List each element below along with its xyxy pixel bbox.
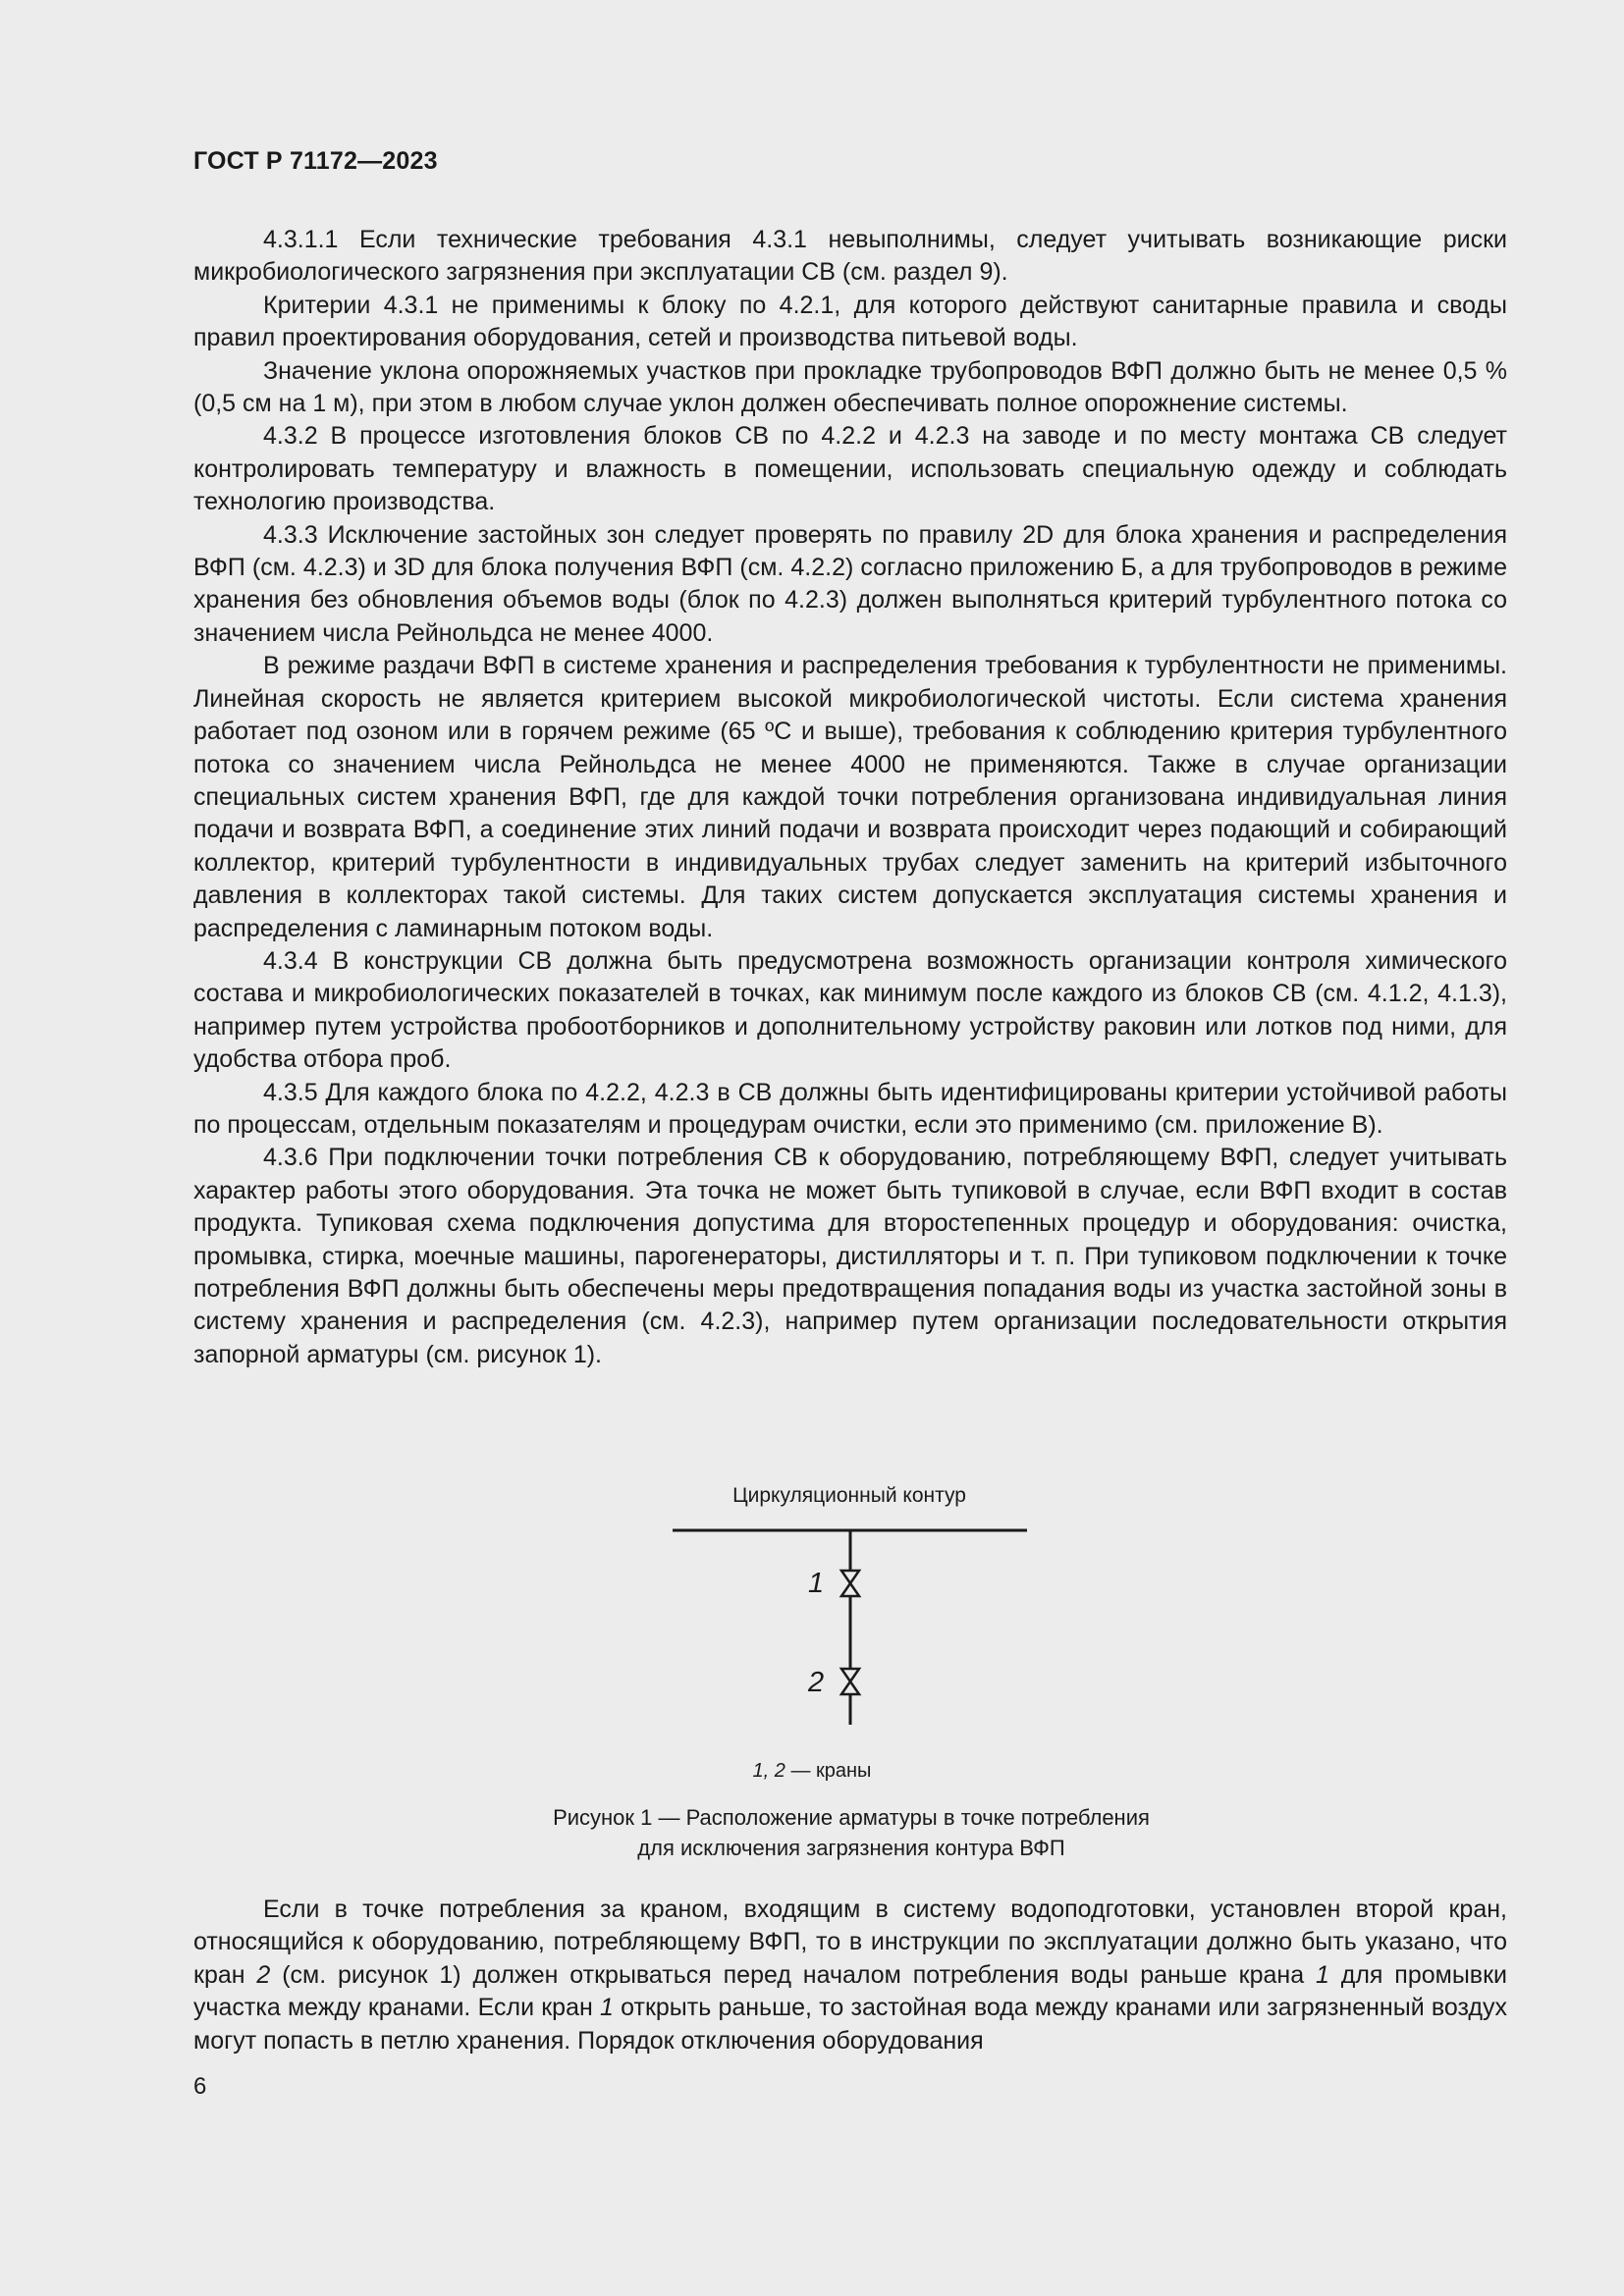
page-number: 6 [193, 2073, 207, 2100]
caption-line: для исключения загрязнения контура ВФП [637, 1836, 1065, 1860]
legend-text: — краны [785, 1760, 872, 1782]
text-run: (см. рисунок 1) должен открываться перед началом потребления воды раньше крана [270, 1960, 1316, 1989]
valve-ref: 1 [1315, 1960, 1329, 1989]
document-header: ГОСТ Р 71172—2023 [193, 147, 438, 175]
paragraph: Значение уклона опорожняемых участков при прокладке трубопроводов ВФП должно быть не менее 0,5 % (0,5 см на 1 м), при этом в любом случае уклон должен обеспечивать полное опорожнение системы. [193, 356, 1507, 418]
figure-title: Циркуляционный контур [732, 1484, 966, 1507]
text-run: для промывки участка между кранами. Если кран [193, 1960, 1507, 2022]
valve-ref: 1 [600, 1994, 614, 2022]
paragraph [193, 1894, 1507, 2057]
figure-1 [648, 1484, 1041, 1739]
valve-1-icon [841, 1571, 859, 1596]
valve-label-1: 1 [808, 1568, 825, 1599]
valve-2-icon [841, 1669, 859, 1694]
paragraph: 4.3.3 Исключение застойных зон следует проверять по правилу 2D для блока хранения и распределения ВФП (см. 4.2.3) и 3D для блока получения ВФП (см. 4.2.2) согласно приложению Б, а для трубопроводов в режиме хранения без обновления объемов воды (блок по 4.2.3) должен выполняться критерий турбулентного потока со значением числа Рейнольдса не менее 4000. [193, 520, 1507, 647]
caption-line: Рисунок 1 — Расположение арматуры в точке потребления [553, 1805, 1150, 1830]
valve-diagram [648, 1484, 1041, 1739]
body-text [193, 224, 1507, 1371]
text-run: открыть раньше, то застойная вода между кранами или загрязненный воздух могут попасть в петлю хранения. Порядок отключения оборудования [193, 1994, 1507, 2055]
text-run: Если в точке потребления за краном, входящим в систему водоподготовки, установлен второй кран, относящийся к оборудованию, потребляющему ВФП, то в инструкции по эксплуатации должно быть указано, что кран [193, 1896, 1507, 1989]
body-text-continued [193, 1894, 1507, 2057]
paragraph: 4.3.5 Для каждого блока по 4.2.2, 4.2.3 в СВ должны быть идентифицированы критерии устойчивой работы по процессам, отдельным показателям и процедурам очистки, если это применимо (см. приложение В). [193, 1078, 1507, 1139]
paragraph: 4.3.1.1 Если технические требования 4.3.1 невыполнимы, следует учитывать возникающие риски микробиологического загрязнения при эксплуатации СВ (см. раздел 9). [193, 226, 1507, 287]
figure-caption [0, 1802, 1624, 1863]
figure-legend [0, 1760, 1624, 1783]
valve-ref: 2 [256, 1960, 271, 1989]
paragraph: 4.3.2 В процессе изготовления блоков СВ по 4.2.2 и 4.2.3 на заводе и по месту монтажа СВ следует контролировать температуру и влажность в помещении, использовать специальную одежду и соблюдать технологию производства. [193, 422, 1507, 516]
paragraph: 4.3.6 При подключении точки потребления СВ к оборудованию, потребляющему ВФП, следует учитывать характер работы этого оборудования. Эта точка не может быть тупиковой в случае, если ВФП входит в состав продукта. Тупиковая схема подключения допустима для второстепенных процедур и оборудования: очистка, промывка, стирка, моечные машины, парогенераторы, дистилляторы и т. п. При тупиковом подключении к точке потребления ВФП должны быть обеспечены меры предотвращения попадания воды из участка застойной зоны в систему хранения и распределения (см. 4.2.3), например путем организации последовательности открытия запорной арматуры (см. рисунок 1). [193, 1144, 1507, 1368]
legend-numbers: 1, 2 [752, 1760, 785, 1782]
paragraph: В режиме раздачи ВФП в системе хранения и распределения требования к турбулентности не применимы. Линейная скорость не является критерием высокой микробиологической чистоты. Если система хранения работает под озоном или в горячем режиме (65 ºС и выше), требования к соблюдению критерия турбулентного потока со значением числа Рейнольдса не менее 4000 не применяются. Также в случае организации специальных систем хранения ВФП, где для каждой точки потребления организована индивидуальная линия подачи и возврата ВФП, а соединение этих линий подачи и возврата происходит через подающий и собирающий коллектор, критерий турбулентности в индивидуальных трубах следует заменить на критерий избыточного давления в коллекторах такой системы. Для таких систем допускается эксплуатация системы хранения и распределения с ламинарным потоком воды. [193, 652, 1507, 942]
paragraph: 4.3.4 В конструкции СВ должна быть предусмотрена возможность организации контроля химического состава и микробиологических показателей в точках, как минимум после каждого из блоков СВ (см. 4.1.2, 4.1.3), например путем устройства пробоотборников и дополнительному устройству раковин или лотков под ними, для удобства отбора проб. [193, 946, 1507, 1074]
valve-label-2: 2 [808, 1667, 825, 1698]
paragraph: Критерии 4.3.1 не применимы к блоку по 4.2.1, для которого действуют санитарные правила и своды правил проектирования оборудования, сетей и производства питьевой воды. [193, 291, 1507, 352]
